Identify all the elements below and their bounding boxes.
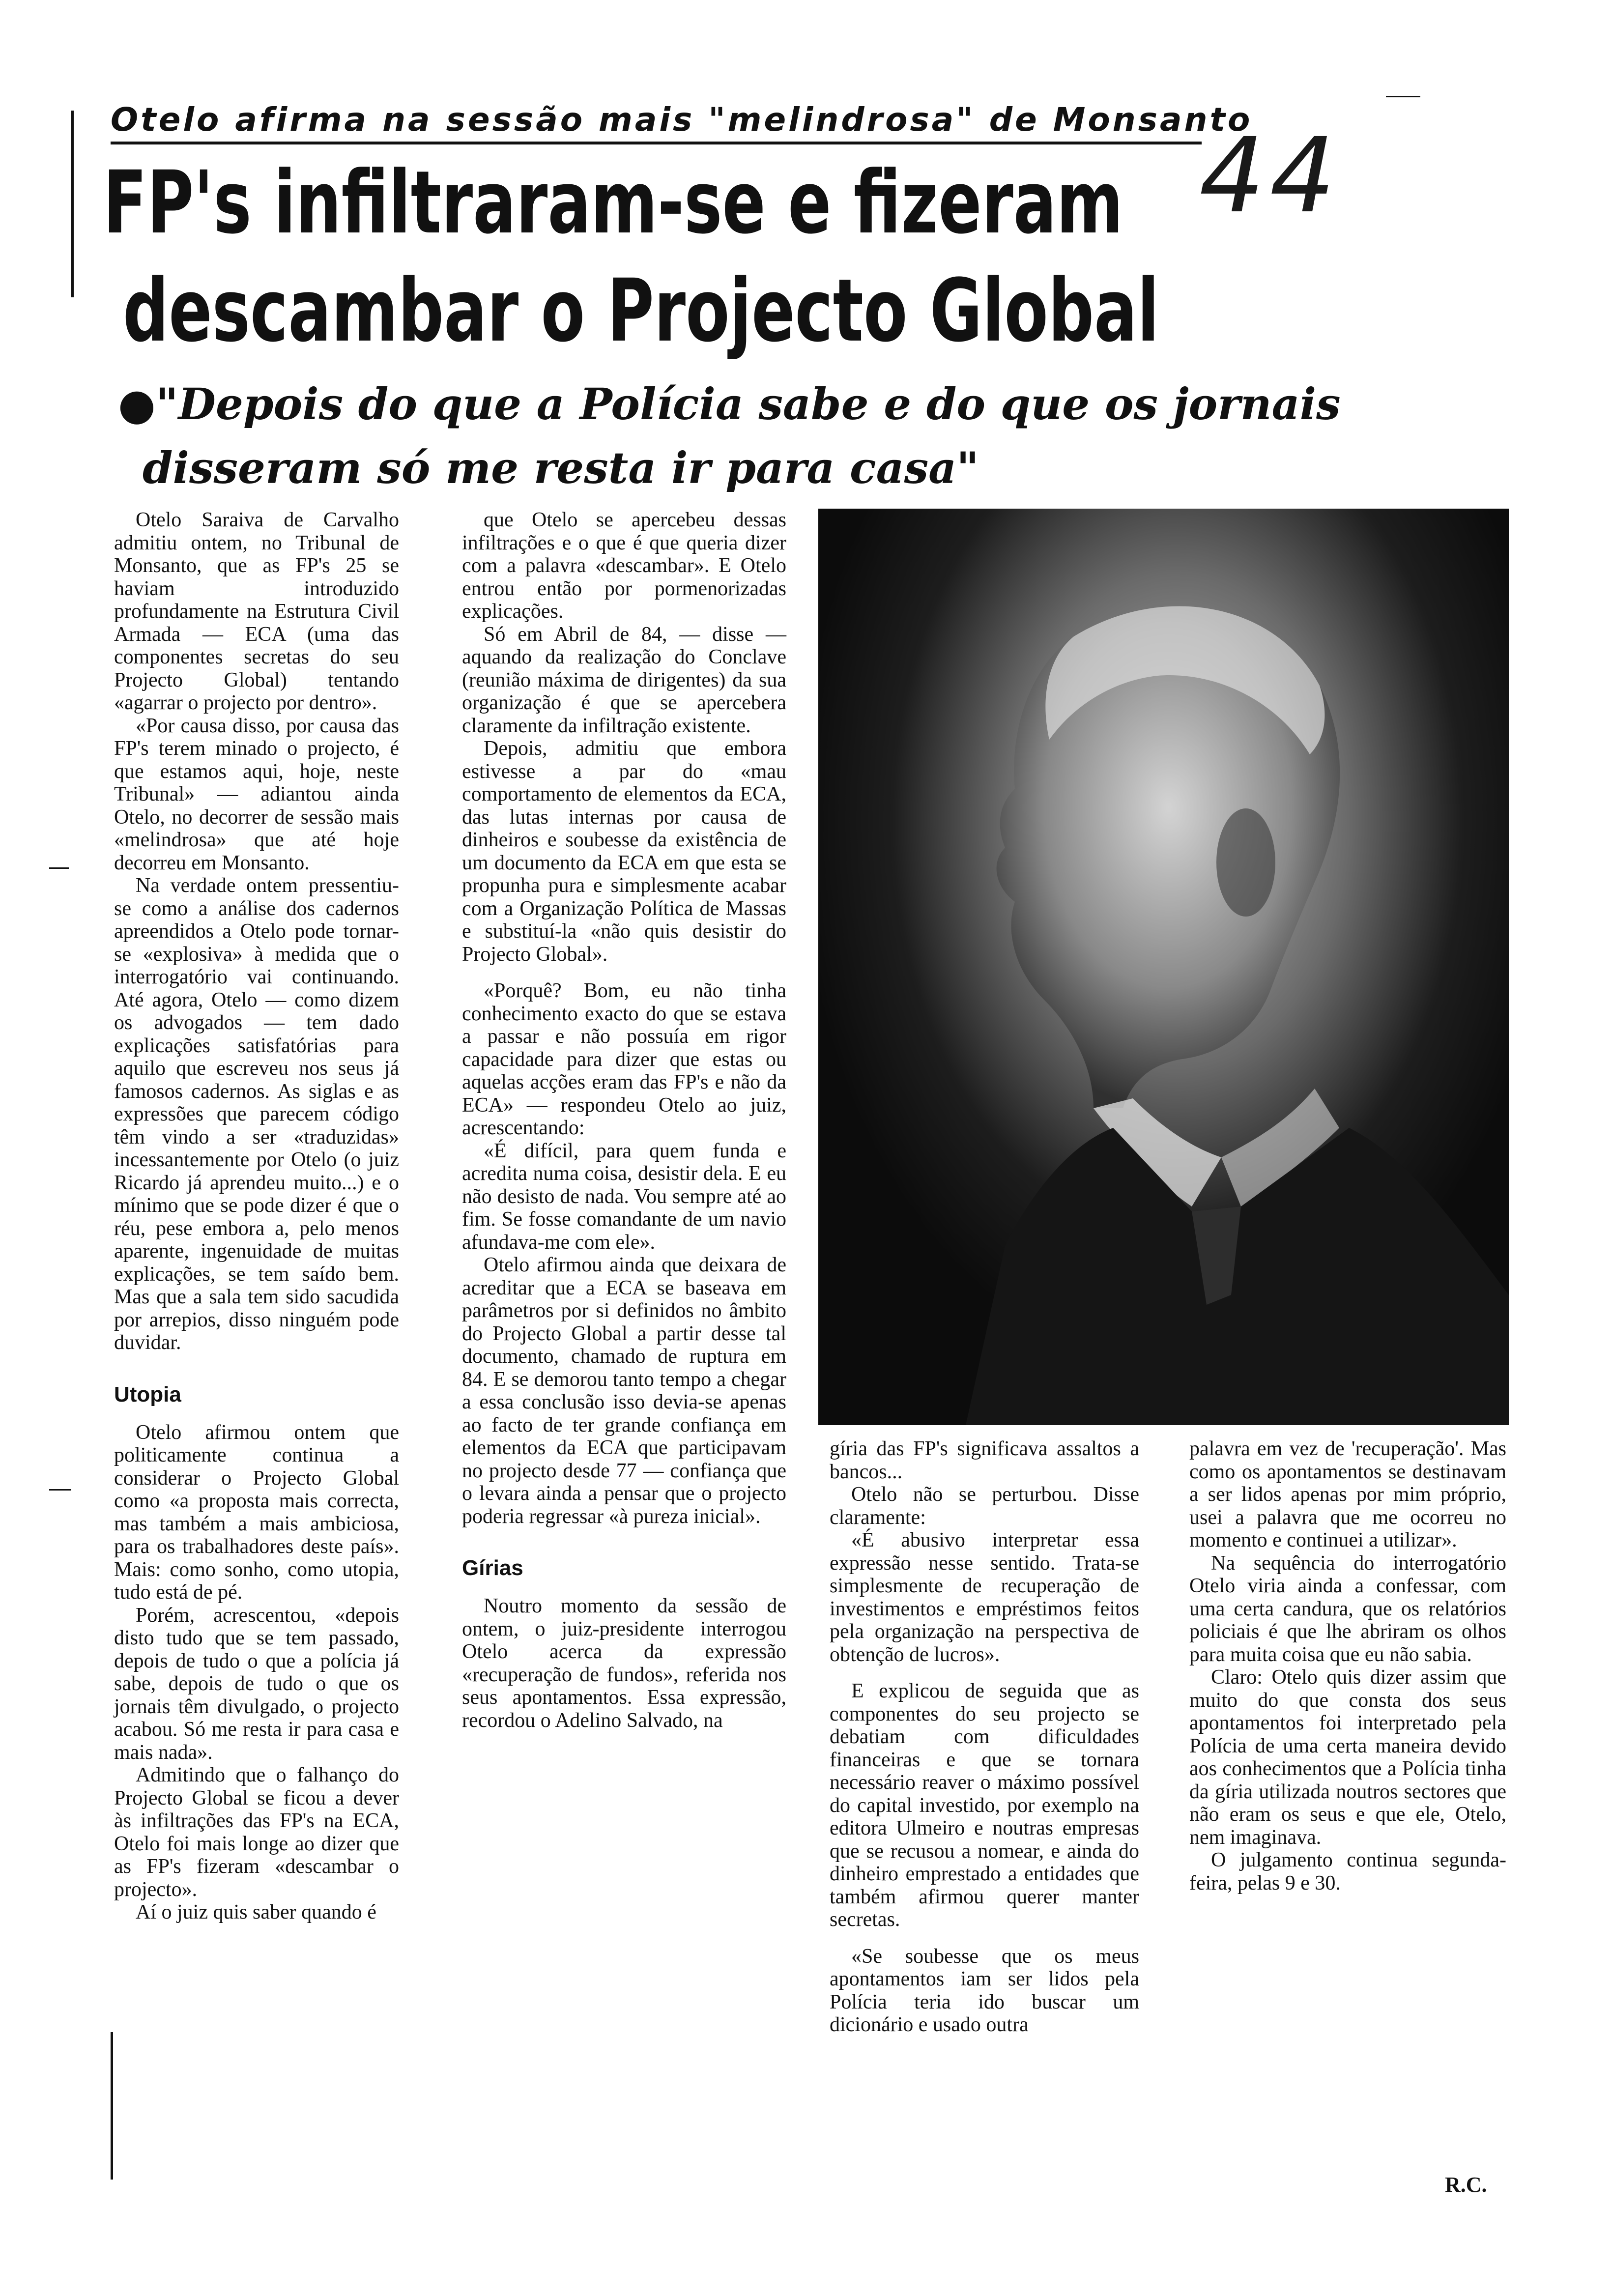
paragraph: palavra em vez de 'recuperação'. Mas como os apontamentos se destinavam a ser lidos apenas por mim próprio, usei a palavra que me ocorreu no momento e continuei a utilizar». xyxy=(1189,1437,1506,1551)
article-column-4 xyxy=(1189,1437,1506,1894)
bullet-icon: ● xyxy=(118,379,156,430)
kicker-line: Otelo afirma na sessão mais "melindrosa" de Monsanto xyxy=(111,101,1202,144)
portrait-photo xyxy=(818,509,1509,1425)
scan-mark xyxy=(1386,96,1420,97)
paragraph: Otelo afirmou ainda que deixara de acreditar que a ECA se baseava em parâmetros por si definidos no âmbito do Projecto Global a partir desse tal documento, chamado de ruptura em 84. E se demorou tanto tempo a chegar a essa conclusão isso devia-se apenas ao facto de ter grande confiança em elementos da ECA que participavam no projecto desde 77 — confiança que o levara ainda a pensar que o projecto poderia regressar «à pureza inicial». xyxy=(462,1254,786,1528)
paragraph: Só em Abril de 84, — disse — aquando da realização do Conclave (reunião máxima de dirigentes) da sua organização é que se apercebera claramente da infiltração existente. xyxy=(462,623,786,737)
paragraph: «É difícil, para quem funda e acredita numa coisa, desistir dela. E eu não desisto de nada. Vou sempre até ao fim. Se fosse comandante de um navio afundava-me com ele». xyxy=(462,1139,786,1254)
scan-mark xyxy=(49,867,69,869)
subheadline-text-1: "Depois do que a Polícia sabe e do que os jornais xyxy=(155,378,1341,430)
paragraph: Na verdade ontem pressentiu-se como a análise dos cadernos apreendidos a Otelo pode tornar-se «explosiva» à medida que o interrogatório vai continuando. Até agora, Otelo — como dizem os advogados — tem dado explicações satisfatórias para aquilo que escreveu nos seus já famosos cadernos. As siglas e as expressões que parecem código têm vindo a ser «traduzidas» incessantemente por Otelo (o juiz Ricardo já aprendeu muito...) e o mínimo que se pode dizer é que o réu, pese embora a, pelo menos aparente, ingenuidade de muitas explicações, se tem saído bem. Mas que a sala tem sido sacudida por arrepios, disso ninguém pode duvidar. xyxy=(114,874,399,1354)
paragraph: «Por causa disso, por causa das FP's terem minado o projecto, é que estamos aqui, hoje, neste Tribunal» — adiantou ainda Otelo, no decorrer de sessão mais «melindrosa» que até hoje decorreu em Monsanto. xyxy=(114,714,399,874)
paragraph: «Se soubesse que os meus apontamentos iam ser lidos pela Polícia teria ido buscar um dicionário e usado outra xyxy=(830,1945,1139,2036)
handwritten-page-mark: 44 xyxy=(1199,115,1341,236)
paragraph: Noutro momento da sessão de ontem, o juiz-presidente interrogou Otelo acerca da expressão «recuperação de fundos», referida nos seus apontamentos. Essa expressão, recordou o Adelino Salvado, na xyxy=(462,1595,786,1732)
subheadline-line-2: disseram só me resta ir para casa" xyxy=(143,442,979,493)
article-column-1 xyxy=(114,509,399,1924)
paragraph: O julgamento continua segunda-feira, pelas 9 e 30. xyxy=(1189,1849,1506,1894)
paragraph: «É abusivo interpretar essa expressão nesse sentido. Trata-se simplesmente de recuperação de investimentos e empréstimos feitos pela organização na perspectiva de obtenção de lucros». xyxy=(830,1529,1139,1666)
paragraph: Otelo Saraiva de Carvalho admitiu ontem, no Tribunal de Monsanto, que as FP's 25 se haviam introduzido profundamente na Estrutura Civil Armada — ECA (uma das componentes secretas do seu Projecto Global) tentando «agarrar o projecto por dentro». xyxy=(114,509,399,714)
paragraph: Aí o juiz quis saber quando é xyxy=(136,1901,376,1923)
paragraph: E explicou de seguida que as componentes do seu projecto se debatiam com dificuldades financeiras e que se tornara necessário reaver o máximo possível do capital investido, por exemplo na editora Ulmeiro e noutras empresas que se recusou a nomear, e ainda do dinheiro emprestado a entidades que também afirmou querer manter secretas. xyxy=(830,1680,1139,1931)
paragraph: Otelo não se perturbou. Disse claramente: xyxy=(830,1483,1139,1529)
headline-line-1: FP's infiltraram-se e fizeram xyxy=(103,152,1123,253)
paragraph: «Porquê? Bom, eu não tinha conhecimento exacto do que se estava a passar e não possuía em rigor capacidade para dizer que estas ou aquelas acções eram das FP's e não da ECA» — respondeu Otelo ao juiz, acrescentando: xyxy=(462,979,786,1139)
paragraph: que Otelo se apercebeu dessas infiltrações e o que é que queria dizer com a palavra «descambar». E Otelo entrou então por pormenorizadas explicações. xyxy=(462,509,786,623)
paragraph: gíria das FP's significava assaltos a bancos... xyxy=(830,1437,1139,1483)
article-column-3 xyxy=(830,1437,1139,2037)
subheadline-line-1 xyxy=(118,378,1347,430)
paragraph: Claro: Otelo quis dizer assim que muito do que consta dos seus apontamentos foi interpretado pela Polícia de uma certa maneira devido aos conhecimentos que a Polícia tinha da gíria utilizada noutros sectores que não eram os seus e que ele, Otelo, nem imaginava. xyxy=(1189,1666,1506,1849)
author-signature: R.C. xyxy=(1445,2173,1487,2197)
section-heading-girias: Gírias xyxy=(462,1556,523,1580)
scan-mark xyxy=(49,1489,71,1491)
article-column-2 xyxy=(462,509,786,1732)
headline-line-2: descambar o Projecto Global xyxy=(123,260,1159,361)
margin-rule-left-lower xyxy=(111,2032,113,2180)
margin-rule-left xyxy=(71,111,74,297)
paragraph: Porém, acrescentou, «depois disto tudo que se tem passado, depois de tudo o que a polícia já sabe, depois de tudo o que os jornais têm divulgado, o projecto acabou. Só me resta ir para casa e mais nada». xyxy=(114,1604,399,1764)
section-heading-utopia: Utopia xyxy=(114,1382,181,1406)
paragraph: Na sequência do interrogatório Otelo viria ainda a confessar, com uma certa candura, que os relatórios policiais é que lhe abriram os olhos para muita coisa que eu não sabia. xyxy=(1189,1551,1506,1666)
paragraph: Admitindo que o falhanço do Projecto Global se ficou a dever às infiltrações das FP's na ECA, Otelo foi mais longe ao dizer que as FP's fizeram «descambar o projecto». xyxy=(114,1764,399,1901)
portrait-photo-icon xyxy=(818,509,1509,1425)
paragraph: Otelo afirmou ontem que politicamente continua a considerar o Projecto Global como «a proposta mais correcta, mas também a mais ambiciosa, para os trabalhadores deste país». Mais: como sonho, como utopia, tudo está de pé. xyxy=(114,1421,399,1604)
paragraph: Depois, admitiu que embora estivesse a par do «mau comportamento de elementos da ECA, das lutas internas por causa de dinheiros e soubesse da existência de um documento da ECA em que esta se propunha pura e simplesmente acabar com a Organização Política de Massas e substituí-la «não quis desistir do Projecto Global». xyxy=(462,737,786,966)
